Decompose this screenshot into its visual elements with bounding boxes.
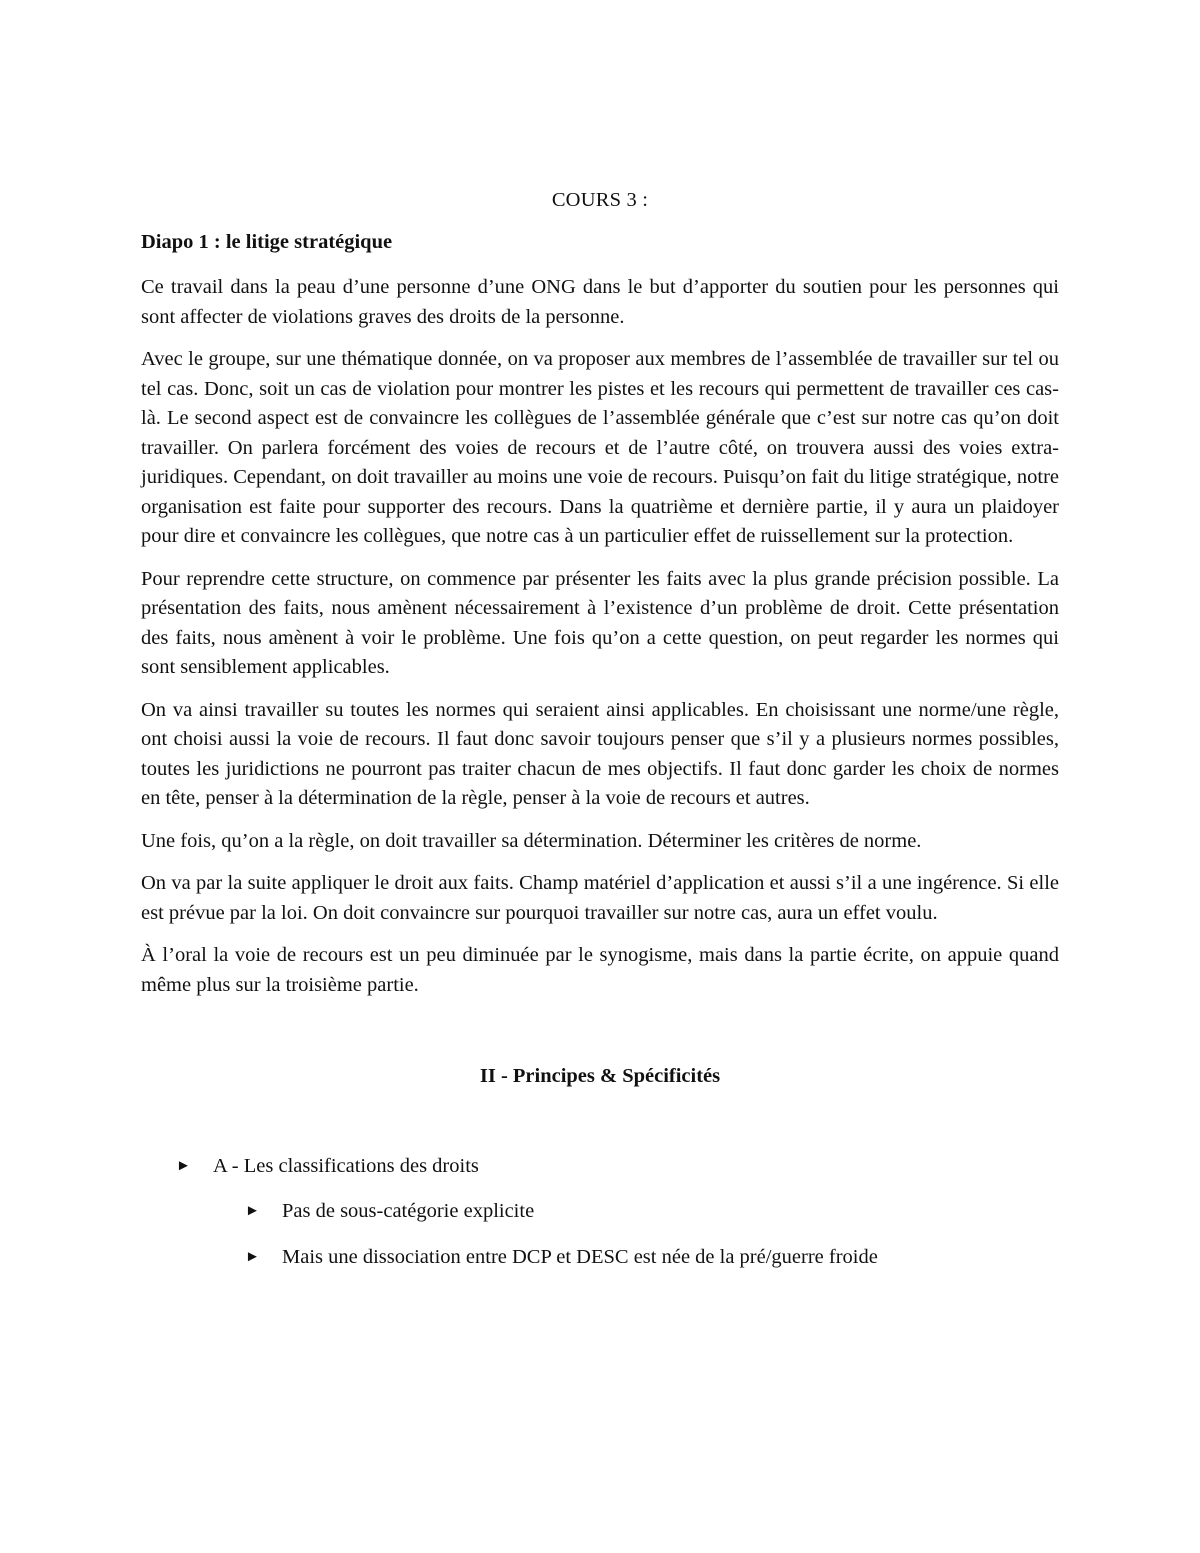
triangle-bullet-icon: ► [245,1203,260,1219]
list-item-label: Mais une dissociation entre DCP et DESC est née de la pré/guerre froide [282,1245,878,1268]
paragraph-oral: À l’oral la voie de recours est un peu diminuée par le synogisme, mais dans la partie écrite, on appuie quand même plus sur la troisième partie. [141,944,1059,996]
document-title: COURS 3 : [551,189,649,211]
paragraph-intro: Ce travail dans la peau d’une personne d’une ONG dans le but d’apporter du soutien pour les personnes qui sont affecter de violations graves des droits de la personne. [141,276,1059,328]
paragraph-rule: Une fois, qu’on a la règle, on doit travailler sa détermination. Déterminer les critères de norme. [141,829,922,852]
triangle-bullet-icon: ► [245,1248,260,1265]
paragraph-group-work: Avec le groupe, sur une thématique donnée, on va proposer aux membres de l’assemblée de travailler sur tel ou tel cas. Donc, soit un cas de violation pour montrer les pistes et les recours qui permettent de travailler ces cas-là. Le second aspect est de convaincre les collègues de l’assemblée générale que c’est sur notre cas qu’on doit travailler. On parlera forcément des voies de recours et de l’autre côté, on trouvera aussi des voies extra-juridiques. Cependant, on doit travailler au moins une voie de recours. Puisqu’on fait du litige stratégique, notre organisation est faite pour supporter des recours. Dans la quatrième et dernière partie, il y aura un plaidoyer pour dire et convaincre les collègues, que notre cas à un particulier effet de ruissellement sur la protection. [141,348,1059,547]
list-item [141,1152,1059,1182]
triangle-bullet-icon: ► [176,1157,191,1174]
slide-heading: Diapo 1 : le litige stratégique [141,230,393,253]
section-title: II - Principes & Spécificités [479,1065,721,1087]
list-item-label: Pas de sous-catégorie explicite [282,1200,535,1222]
paragraph-norms: On va ainsi travailler su toutes les normes qui seraient ainsi applicables. En choisissant une norme/une règle, ont choisi aussi la voie de recours. Il faut donc savoir toujours penser que s’il y a plusieurs normes possibles, toutes les juridictions ne pourront pas traiter chacun de mes objectifs. Il faut donc garder les choix de normes en tête, penser à la détermination de la règle, penser à la voie de recours et autres. [141,698,1059,809]
list-item-label: A - Les classifications des droits [213,1154,479,1177]
list-item [141,1197,1059,1227]
list-item [141,1243,1059,1273]
paragraph-application: On va par la suite appliquer le droit aux faits. Champ matériel d’application et aussi s’il a une ingérence. Si elle est prévue par la loi. On doit convaincre sur pourquoi travailler sur notre cas, aura un effet voulu. [141,872,1059,924]
paragraph-structure: Pour reprendre cette structure, on commence par présenter les faits avec la plus grande précision possible. La présentation des faits, nous amènent nécessairement à l’existence d’un problème de droit. Cette présentation des faits, nous amènent à voir le problème. Une fois qu’on a cette question, on peut regarder les normes qui sont sensiblement applicables. [141,567,1059,678]
document-page [141,186,1059,1288]
bullet-list [141,1152,1059,1273]
